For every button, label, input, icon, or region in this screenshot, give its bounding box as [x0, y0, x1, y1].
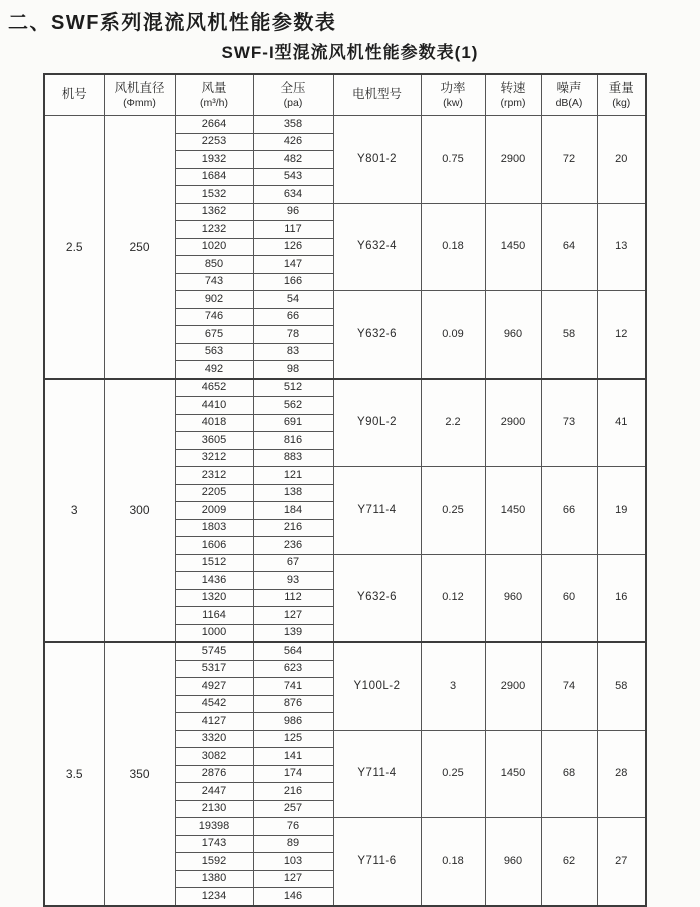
cell-weight: 19 [597, 467, 646, 555]
cell-airflow: 2312 [175, 467, 253, 485]
cell-pressure: 112 [253, 589, 333, 607]
cell-speed: 960 [485, 554, 541, 642]
table-subtitle: SWF-I型混流风机性能参数表(1) [221, 43, 479, 62]
table-body [44, 116, 646, 906]
cell-pressure: 121 [253, 467, 333, 485]
cell-pressure: 93 [253, 572, 333, 590]
header-diameter [104, 74, 175, 116]
cell-pressure: 741 [253, 678, 333, 696]
header-label: 机号 [61, 87, 87, 102]
cell-airflow: 1020 [175, 238, 253, 256]
cell-pressure: 883 [253, 449, 333, 467]
cell-power: 0.09 [421, 291, 485, 379]
cell-pressure: 562 [253, 397, 333, 415]
header-unit: (kw) [443, 96, 463, 109]
cell-speed: 1450 [485, 730, 541, 818]
cell-airflow: 746 [175, 308, 253, 326]
cell-pressure: 174 [253, 765, 333, 783]
cell-airflow: 3082 [175, 748, 253, 766]
cell-power: 0.25 [421, 467, 485, 555]
cell-airflow: 3320 [175, 730, 253, 748]
cell-pressure: 83 [253, 343, 333, 361]
header-unit: (Φmm) [123, 96, 156, 109]
cell-weight: 58 [597, 642, 646, 730]
cell-diameter: 350 [104, 642, 175, 906]
header-unit: (pa) [283, 96, 303, 109]
cell-model-no: 2.5 [44, 116, 104, 379]
header-unit: (kg) [612, 96, 631, 109]
cell-pressure: 98 [253, 361, 333, 379]
cell-pressure: 78 [253, 326, 333, 344]
cell-noise: 74 [541, 642, 597, 730]
cell-noise: 58 [541, 291, 597, 379]
cell-noise: 68 [541, 730, 597, 818]
header-label: 重量 [608, 81, 634, 96]
header-label: 风机直径 [114, 81, 165, 96]
cell-airflow: 1592 [175, 853, 253, 871]
cell-power: 0.18 [421, 203, 485, 291]
cell-diameter: 300 [104, 379, 175, 643]
cell-airflow: 563 [175, 343, 253, 361]
cell-power: 0.18 [421, 818, 485, 906]
header-airflow [175, 74, 253, 116]
cell-airflow: 1232 [175, 221, 253, 239]
cell-pressure: 691 [253, 414, 333, 432]
header-motor-model [333, 74, 421, 116]
cell-pressure: 96 [253, 203, 333, 221]
cell-model-no: 3.5 [44, 642, 104, 906]
cell-speed: 960 [485, 291, 541, 379]
header-label: 噪声 [556, 81, 582, 96]
cell-weight: 20 [597, 116, 646, 204]
cell-motor-model: Y90L-2 [333, 379, 421, 467]
cell-pressure: 216 [253, 783, 333, 801]
cell-power: 0.12 [421, 554, 485, 642]
table-row [44, 116, 646, 134]
cell-pressure: 76 [253, 818, 333, 836]
cell-power: 3 [421, 642, 485, 730]
cell-airflow: 2009 [175, 502, 253, 520]
header-model-no [44, 74, 104, 116]
cell-weight: 13 [597, 203, 646, 291]
cell-diameter: 250 [104, 116, 175, 379]
cell-noise: 60 [541, 554, 597, 642]
cell-pressure: 358 [253, 116, 333, 134]
cell-pressure: 147 [253, 256, 333, 274]
cell-speed: 2900 [485, 379, 541, 467]
cell-airflow: 1532 [175, 186, 253, 204]
cell-airflow: 4542 [175, 695, 253, 713]
cell-pressure: 184 [253, 502, 333, 520]
cell-airflow: 492 [175, 361, 253, 379]
cell-noise: 73 [541, 379, 597, 467]
cell-pressure: 543 [253, 168, 333, 186]
cell-airflow: 675 [175, 326, 253, 344]
cell-pressure: 634 [253, 186, 333, 204]
cell-motor-model: Y100L-2 [333, 642, 421, 730]
cell-pressure: 426 [253, 133, 333, 151]
cell-airflow: 2130 [175, 800, 253, 818]
header-label: 风量 [201, 81, 227, 96]
cell-pressure: 876 [253, 695, 333, 713]
cell-weight: 28 [597, 730, 646, 818]
cell-pressure: 512 [253, 379, 333, 397]
cell-airflow: 3605 [175, 432, 253, 450]
header-label: 转速 [500, 81, 526, 96]
cell-weight: 41 [597, 379, 646, 467]
header-pressure [253, 74, 333, 116]
cell-airflow: 4652 [175, 379, 253, 397]
cell-motor-model: Y711-4 [333, 467, 421, 555]
cell-noise: 72 [541, 116, 597, 204]
cell-pressure: 126 [253, 238, 333, 256]
cell-motor-model: Y632-6 [333, 554, 421, 642]
cell-pressure: 623 [253, 660, 333, 678]
cell-pressure: 103 [253, 853, 333, 871]
cell-pressure: 127 [253, 607, 333, 625]
cell-pressure: 89 [253, 835, 333, 853]
cell-weight: 27 [597, 818, 646, 906]
cell-airflow: 3212 [175, 449, 253, 467]
cell-airflow: 2876 [175, 765, 253, 783]
cell-airflow: 1606 [175, 537, 253, 555]
cell-motor-model: Y632-4 [333, 203, 421, 291]
cell-airflow: 4410 [175, 397, 253, 415]
cell-noise: 64 [541, 203, 597, 291]
cell-airflow: 1743 [175, 835, 253, 853]
cell-airflow: 4018 [175, 414, 253, 432]
cell-speed: 1450 [485, 467, 541, 555]
cell-airflow: 1164 [175, 607, 253, 625]
cell-airflow: 1380 [175, 870, 253, 888]
cell-airflow: 1512 [175, 554, 253, 572]
cell-motor-model: Y632-6 [333, 291, 421, 379]
header-unit: (rpm) [500, 96, 526, 109]
cell-weight: 16 [597, 554, 646, 642]
cell-pressure: 146 [253, 888, 333, 906]
cell-airflow: 2253 [175, 133, 253, 151]
cell-pressure: 117 [253, 221, 333, 239]
cell-power: 2.2 [421, 379, 485, 467]
header-label: 电机型号 [351, 87, 402, 102]
cell-airflow: 2447 [175, 783, 253, 801]
cell-pressure: 138 [253, 484, 333, 502]
cell-speed: 1450 [485, 203, 541, 291]
cell-power: 0.75 [421, 116, 485, 204]
cell-pressure: 54 [253, 291, 333, 309]
cell-airflow: 5745 [175, 642, 253, 660]
cell-airflow: 4127 [175, 713, 253, 731]
cell-pressure: 564 [253, 642, 333, 660]
header-unit: (m³/h) [200, 96, 228, 109]
cell-pressure: 66 [253, 308, 333, 326]
cell-pressure: 141 [253, 748, 333, 766]
cell-airflow: 1932 [175, 151, 253, 169]
cell-speed: 2900 [485, 116, 541, 204]
cell-motor-model: Y711-6 [333, 818, 421, 906]
cell-pressure: 816 [253, 432, 333, 450]
table-header [44, 74, 646, 116]
cell-motor-model: Y801-2 [333, 116, 421, 204]
cell-airflow: 743 [175, 273, 253, 291]
cell-speed: 2900 [485, 642, 541, 730]
cell-pressure: 257 [253, 800, 333, 818]
cell-pressure: 166 [253, 273, 333, 291]
header-speed [485, 74, 541, 116]
cell-weight: 12 [597, 291, 646, 379]
cell-pressure: 127 [253, 870, 333, 888]
cell-airflow: 2664 [175, 116, 253, 134]
cell-pressure: 139 [253, 624, 333, 642]
cell-pressure: 986 [253, 713, 333, 731]
header-noise [541, 74, 597, 116]
table-row [44, 379, 646, 397]
header-power [421, 74, 485, 116]
cell-airflow: 1000 [175, 624, 253, 642]
cell-noise: 66 [541, 467, 597, 555]
cell-model-no: 3 [44, 379, 104, 643]
cell-airflow: 19398 [175, 818, 253, 836]
page-title: 二、SWF系列混流风机性能参数表 [8, 12, 337, 34]
cell-pressure: 67 [253, 554, 333, 572]
cell-airflow: 1803 [175, 519, 253, 537]
cell-airflow: 5317 [175, 660, 253, 678]
header-unit: dB(A) [555, 96, 583, 109]
cell-airflow: 850 [175, 256, 253, 274]
cell-airflow: 1684 [175, 168, 253, 186]
cell-pressure: 125 [253, 730, 333, 748]
cell-airflow: 1234 [175, 888, 253, 906]
cell-speed: 960 [485, 818, 541, 906]
header-label: 全压 [280, 81, 306, 96]
table-row [44, 642, 646, 660]
cell-pressure: 236 [253, 537, 333, 555]
cell-airflow: 4927 [175, 678, 253, 696]
cell-motor-model: Y711-4 [333, 730, 421, 818]
header-weight [597, 74, 646, 116]
cell-power: 0.25 [421, 730, 485, 818]
cell-airflow: 902 [175, 291, 253, 309]
performance-table [43, 73, 647, 907]
cell-noise: 62 [541, 818, 597, 906]
cell-airflow: 2205 [175, 484, 253, 502]
cell-airflow: 1436 [175, 572, 253, 590]
cell-pressure: 216 [253, 519, 333, 537]
header-row [44, 74, 646, 116]
header-label: 功率 [440, 81, 466, 96]
cell-pressure: 482 [253, 151, 333, 169]
cell-airflow: 1362 [175, 203, 253, 221]
cell-airflow: 1320 [175, 589, 253, 607]
